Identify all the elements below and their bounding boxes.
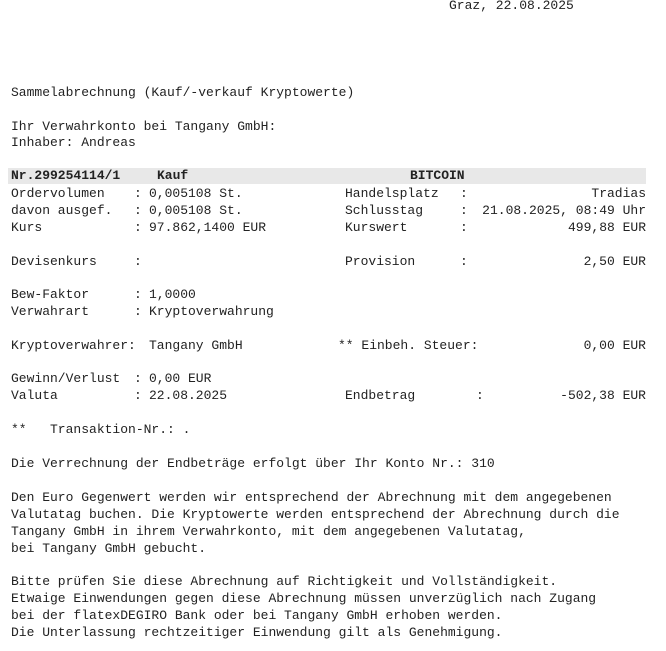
- para1-line: Tangany GmbH in ihrem Verwahrkonto, mit dem angegebenen Valutatag,: [11, 524, 526, 539]
- order-number: Nr.299254114/1: [11, 168, 121, 183]
- handelsplatz-label: Handelsplatz: [345, 186, 439, 201]
- colon: :: [134, 220, 142, 235]
- verwahrer-value: Tangany GmbH: [149, 338, 243, 353]
- document-title: Sammelabrechnung (Kauf/-verkauf Kryptowerte): [11, 85, 355, 100]
- colon: :: [460, 186, 468, 201]
- bewfaktor-value: 1,0000: [149, 287, 196, 302]
- provision-value: 2,50 EUR: [583, 254, 646, 269]
- bewfaktor-label: Bew-Faktor: [11, 287, 90, 302]
- gewinn-value: 0,00 EUR: [149, 371, 212, 386]
- ordervolumen-label: Ordervolumen: [11, 186, 105, 201]
- provision-label: Provision: [345, 254, 416, 269]
- place-date: Graz, 22.08.2025: [449, 0, 574, 13]
- colon: :: [460, 220, 468, 235]
- kurs-label: Kurs: [11, 220, 43, 235]
- endbetrag-value: -502,38 EUR: [560, 388, 646, 403]
- colon: :: [134, 203, 142, 218]
- para1-line: Den Euro Gegenwert werden wir entsprechend der Abrechnung mit dem angegebenen: [11, 490, 612, 505]
- colon: :: [134, 388, 142, 403]
- kurswert-value: 499,88 EUR: [567, 220, 646, 235]
- para1-line: bei Tangany GmbH gebucht.: [11, 541, 207, 556]
- steuer-label: ** Einbeh. Steuer:: [338, 338, 479, 353]
- account-holder: Inhaber: Andreas: [11, 135, 136, 150]
- verwahrart-label: Verwahrart: [11, 304, 90, 319]
- colon: :: [134, 287, 142, 302]
- para2-line: Etwaige Einwendungen gegen diese Abrechnung müssen unverzüglich nach Zugang: [11, 591, 597, 606]
- para2-line: bei der flatexDEGIRO Bank oder bei Tangany GmbH erhoben werden.: [11, 608, 503, 623]
- account-line: Ihr Verwahrkonto bei Tangany GmbH:: [11, 119, 277, 134]
- verrechnung-note: Die Verrechnung der Endbeträge erfolgt über Ihr Konto Nr.: 310: [11, 456, 495, 471]
- colon: :: [460, 203, 468, 218]
- verwahrer-label: Kryptoverwahrer:: [11, 338, 136, 353]
- colon: :: [460, 254, 468, 269]
- colon: :: [476, 388, 484, 403]
- order-asset: BITCOIN: [410, 168, 465, 183]
- para1-line: Valutatag buchen. Die Kryptowerte werden entsprechend der Abrechnung durch die: [11, 507, 620, 522]
- ordervolumen-value: 0,005108 St.: [149, 186, 243, 201]
- steuer-value: 0,00 EUR: [583, 338, 646, 353]
- para2-line: Die Unterlassung rechtzeitiger Einwendung gilt als Genehmigung.: [11, 625, 503, 640]
- ausgef-value: 0,005108 St.: [149, 203, 243, 218]
- valuta-label: Valuta: [11, 388, 58, 403]
- kurswert-label: Kurswert: [345, 220, 408, 235]
- order-type: Kauf: [157, 168, 189, 183]
- handelsplatz-value: Tradias: [591, 186, 646, 201]
- colon: :: [134, 254, 142, 269]
- schlusstag-value: 21.08.2025, 08:49 Uhr: [482, 203, 646, 218]
- gewinn-label: Gewinn/Verlust: [11, 371, 121, 386]
- devisenkurs-label: Devisenkurs: [11, 254, 97, 269]
- transaktion-nr: ** Transaktion-Nr.: .: [11, 422, 191, 437]
- valuta-value: 22.08.2025: [149, 388, 228, 403]
- endbetrag-label: Endbetrag: [345, 388, 416, 403]
- colon: :: [134, 371, 142, 386]
- kurs-value: 97.862,1400 EUR: [149, 220, 267, 235]
- schlusstag-label: Schlusstag: [345, 203, 424, 218]
- verwahrart-value: Kryptoverwahrung: [149, 304, 274, 319]
- colon: :: [134, 304, 142, 319]
- colon: :: [134, 186, 142, 201]
- para2-line: Bitte prüfen Sie diese Abrechnung auf Richtigkeit und Vollständigkeit.: [11, 574, 558, 589]
- ausgef-label: davon ausgef.: [11, 203, 113, 218]
